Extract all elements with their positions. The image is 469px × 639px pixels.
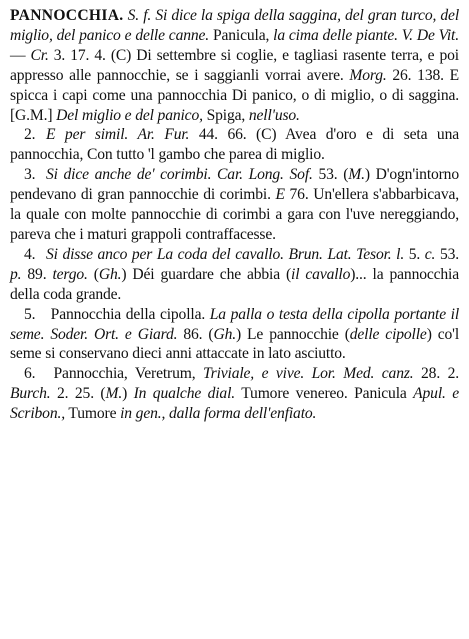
sense-number: 5.	[24, 305, 36, 323]
sense-text	[10, 246, 459, 303]
roman-run: Spiga,	[202, 106, 249, 124]
roman-run: Pannocchia, Veretrum,	[46, 365, 203, 383]
italic-run: In qualche dial.	[133, 385, 236, 403]
italic-run: Burch.	[10, 385, 51, 403]
sense-text	[10, 166, 459, 243]
roman-run: ) co'l seme si conservano dieci anni attaccate in lato asciutto.	[10, 325, 460, 363]
sense-2	[10, 125, 459, 165]
italic-run: Si disse anco per La coda del cavallo. Brun. Lat. Tesor. l.	[46, 245, 405, 263]
italic-run: in gen., dalla forma dell'enfiato.	[120, 405, 317, 423]
roman-run: 26. 138. E spicca i capi come una pannocchia Di panico, o di miglio, o di saggina. [G.M.]	[10, 66, 459, 124]
sense-6	[10, 364, 459, 424]
italic-run: tergo.	[52, 265, 88, 283]
roman-run: )... la pannocchia della coda grande.	[10, 265, 460, 303]
roman-run: Pannocchia della cipolla.	[46, 305, 210, 323]
roman-run: 53.	[435, 245, 459, 263]
roman-run: 5.	[404, 245, 425, 263]
italic-run: Gh.	[98, 265, 122, 283]
italic-run: Del miglio e del panico,	[56, 106, 203, 124]
italic-run: E	[275, 186, 285, 204]
roman-run: Panicula,	[209, 26, 274, 44]
italic-run: E per simil. Ar. Fur.	[46, 126, 190, 144]
italic-run: Si dice anche de' corimbi. Car. Long. Sof.	[46, 166, 313, 184]
italic-run: Apul. e Scribon.,	[10, 385, 460, 423]
italic-run: Triviale, e vive. Lor. Med. canz.	[202, 365, 414, 383]
sense-3	[10, 165, 459, 245]
roman-run: (	[87, 265, 99, 283]
roman-run: Tumore	[64, 405, 121, 423]
italic-run: Morg.	[349, 66, 387, 84]
italic-run: p.	[10, 265, 22, 283]
roman-run: 44. 66. (C) Avea d'oro e di seta una pannocchia, Con tutto 'l gambo che parea di miglio.	[10, 126, 459, 164]
sense-text	[10, 126, 459, 163]
dictionary-entry	[10, 6, 459, 424]
intro-text	[10, 7, 459, 124]
italic-run: La palla o testa della cipolla portante il seme. Soder. Ort. e Giard.	[10, 305, 459, 343]
italic-run: c.	[424, 245, 436, 263]
sense-number: 6.	[24, 365, 36, 383]
sense-5	[10, 305, 459, 365]
roman-run: ) Le pannocchie (	[236, 325, 350, 343]
roman-run: ) Déi guardare che abbia (	[121, 265, 292, 283]
italic-run: Cr.	[30, 46, 49, 64]
roman-run: 89.	[21, 265, 53, 283]
roman-run: 86. (	[177, 325, 214, 343]
headword: PANNOCCHIA.	[10, 7, 124, 24]
sense-4	[10, 245, 459, 305]
roman-run: —	[10, 46, 31, 64]
italic-run: delle cipolle	[349, 325, 427, 343]
italic-run: la cima delle piante. V. De Vit.	[273, 26, 459, 44]
roman-run: 28. 2.	[413, 365, 459, 383]
italic-run: S. f. Si dice la spiga della saggina, del gran turco, del miglio, del panico e delle canne.	[10, 7, 459, 44]
roman-run: Tumore venereo. Panicula	[235, 385, 414, 403]
italic-run: il cavallo	[291, 265, 351, 283]
roman-run: 76. Un'ellera s'abbarbicava, la quale con molte pannocchie di corimbi a gara con l'uve nereggiando, pareva che i maturi grappoli contraffacesse.	[10, 186, 459, 243]
entry-intro	[10, 6, 459, 125]
sense-number: 3.	[24, 166, 36, 184]
sense-number: 4.	[24, 245, 36, 263]
roman-run: )	[122, 385, 134, 403]
italic-run: M.	[348, 166, 365, 184]
sense-number: 2.	[24, 126, 36, 144]
italic-run: nell'uso.	[248, 106, 300, 124]
italic-run: M.	[105, 385, 123, 403]
sense-text	[10, 365, 459, 422]
italic-run: Gh.	[213, 325, 236, 343]
roman-run: 2. 25. (	[50, 385, 106, 403]
roman-run: 53. (	[312, 166, 349, 184]
senses-list	[10, 125, 459, 424]
roman-run: 3. 17. 4. (C) Di settembre si coglie, e tagliasi rasente terra, e poi appresso alle pannocchie, se i saggianli vorrai avere.	[10, 46, 459, 84]
roman-run: ) D'ogn'intorno pendevano di gran pannocchie di corimbi.	[10, 166, 459, 204]
sense-text	[10, 306, 459, 363]
